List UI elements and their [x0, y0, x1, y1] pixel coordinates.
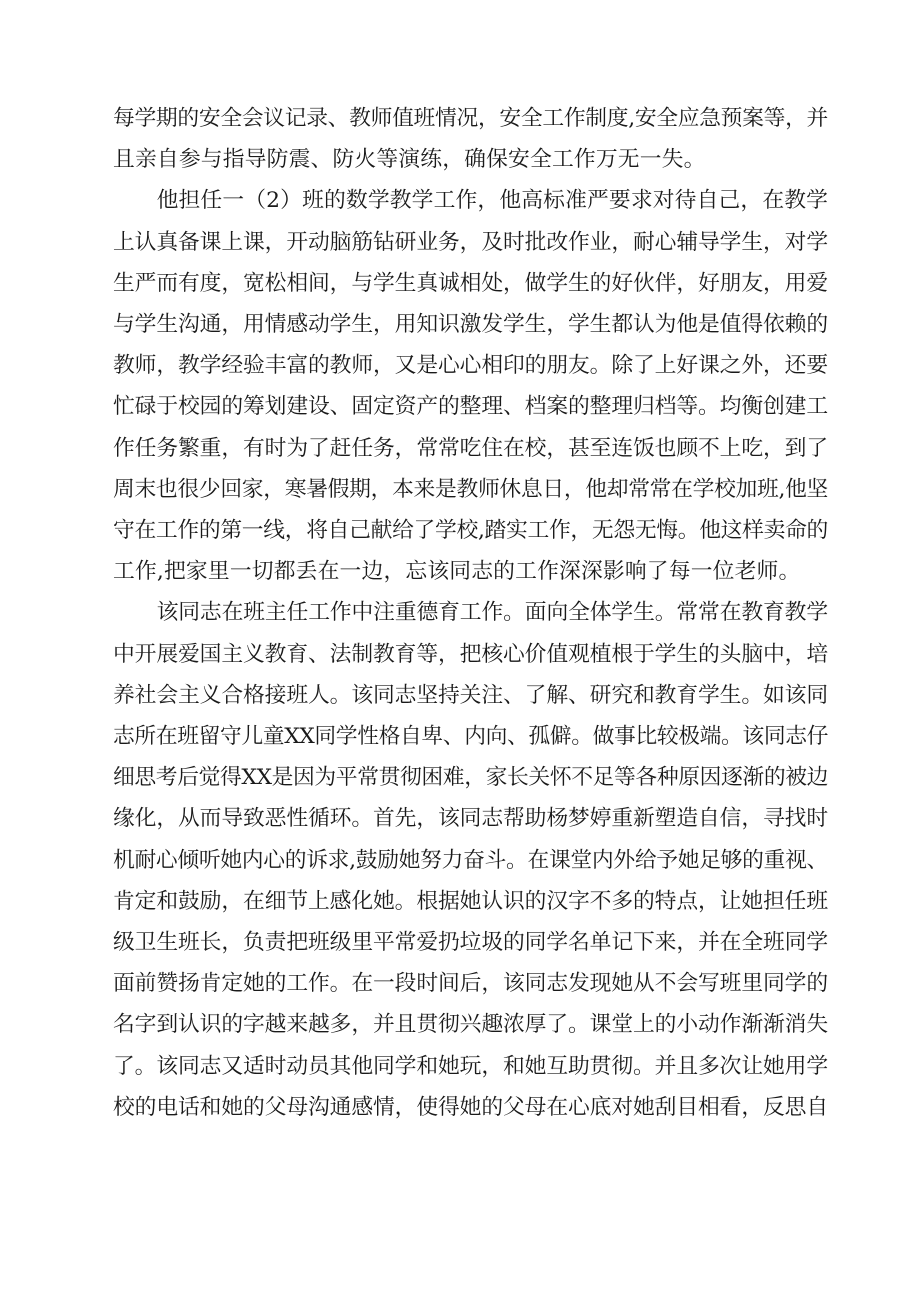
- text-line: 周末也很少回家，寒暑假期，本来是教师休息日，他却常常在学校加班,他坚: [113, 476, 828, 502]
- text-line: 级卫生班长，负责把班级里平常爱扔垃圾的同学名单记下来，并在全班同学: [113, 930, 828, 956]
- text-line: 缘化，从而导致恶性循环。首先，该同志帮助杨梦婷重新塑造自信，寻找时: [113, 806, 828, 832]
- text-line: 每学期的安全会议记录、教师值班情况，安全工作制度,安全应急预案等，并: [113, 106, 828, 131]
- text-line: 生严而有度，宽松相间，与学生真诚相处，做学生的好伙伴，好朋友，用爱: [113, 270, 828, 296]
- document-body: [113, 98, 828, 1128]
- text-line: 细思考后觉得XX是因为平常贯彻困难，家长关怀不足等各种原因逐渐的被边: [113, 765, 828, 791]
- text-line: 中开展爱国主义教育、法制教育等，把核心价值观植根于学生的头脑中，培: [113, 641, 828, 667]
- text-line: 名字到认识的字越来越多，并且贯彻兴趣浓厚了。课堂上的小动作渐渐消失: [113, 1012, 828, 1038]
- paragraph-moral-education: [113, 592, 828, 1128]
- text-line: 校的电话和她的父母沟通感情，使得她的父母在心底对她刮目相看，反思自: [113, 1094, 828, 1120]
- text-line: 工作,把家里一切都丢在一边，忘该同志的工作深深影响了每一位老师。: [113, 559, 801, 585]
- text-line: 面前赞扬肯定她的工作。在一段时间后，该同志发现她从不会写班里同学的: [113, 971, 828, 997]
- text-line: 忙碌于校园的筹划建设、固定资产的整理、档案的整理归档等。均衡创建工: [113, 394, 828, 420]
- text-line: 与学生沟通，用情感动学生，用知识激发学生，学生都认为他是值得依赖的: [113, 312, 828, 338]
- text-line: 机耐心倾听她内心的诉求,鼓励她努力奋斗。在课堂内外给予她足够的重视、: [113, 847, 828, 873]
- text-line: 守在工作的第一线，将自己献给了学校,踏实工作，无怨无悔。他这样卖命的: [113, 518, 828, 544]
- text-line: 作任务繁重，有时为了赶任务，常常吃住在校，甚至连饭也顾不上吃，到了: [113, 435, 828, 461]
- text-line: 他担任一（2）班的数学教学工作，他高标准严要求对待自己，在教学: [156, 188, 828, 214]
- paragraph-safety: [113, 98, 828, 180]
- text-line: 养社会主义合格接班人。该同志坚持关注、了解、研究和教育学生。如该同: [113, 682, 828, 708]
- paragraph-teaching: [113, 180, 828, 592]
- text-line: 且亲自参与指导防震、防火等演练，确保安全工作万无一失。: [113, 147, 706, 173]
- text-line: 肯定和鼓励，在细节上感化她。根据她认识的汉字不多的特点，让她担任班: [113, 888, 828, 914]
- text-line: 该同志在班主任工作中注重德育工作。面向全体学生。常常在教育教学: [156, 600, 828, 626]
- text-line: 了。该同志又适时动员其他同学和她玩，和她互助贯彻。并且多次让她用学: [113, 1053, 828, 1079]
- text-line: 志所在班留守儿童XX同学性格自卑、内向、孤僻。做事比较极端。该同志仔: [113, 724, 828, 750]
- text-line: 教师，教学经验丰富的教师，又是心心相印的朋友。除了上好课之外，还要: [113, 353, 828, 379]
- text-line: 上认真备课上课，开动脑筋钻研业务，及时批改作业，耐心辅导学生，对学: [113, 229, 828, 255]
